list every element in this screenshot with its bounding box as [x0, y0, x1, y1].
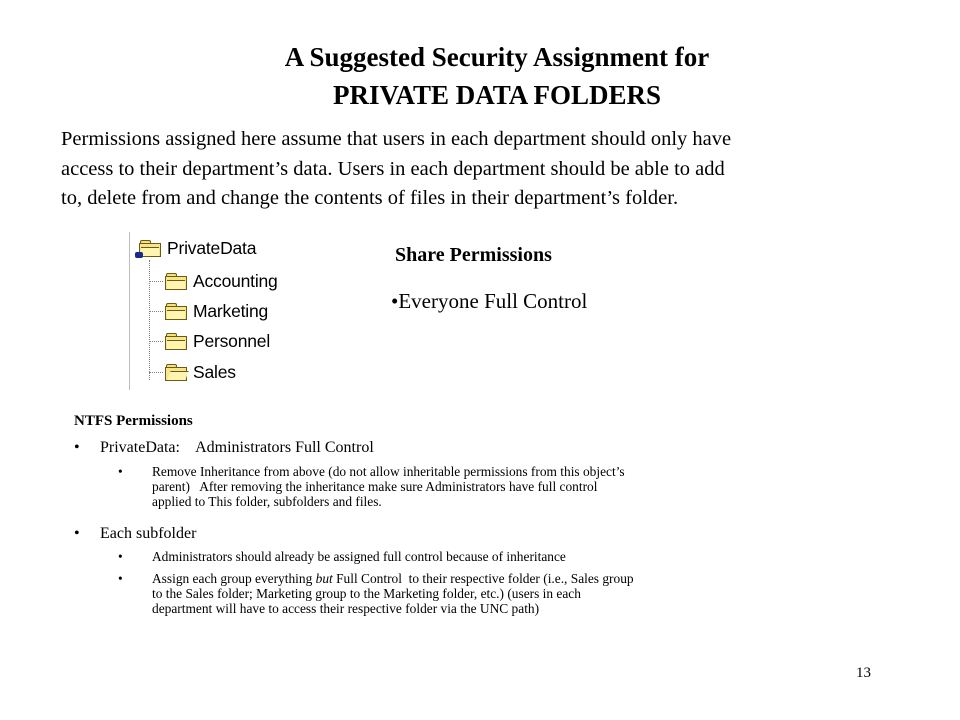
tree-node-personnel[interactable]	[165, 329, 270, 353]
subitem-line-2: parent) After removing the inheritance make sure Administrators have full control	[152, 479, 598, 494]
folder-icon	[165, 273, 187, 290]
shared-folder-icon	[139, 240, 161, 257]
subitem-line-1: Remove Inheritance from above (do not allow inheritable permissions from this object’s	[152, 464, 625, 479]
subitem-line-3: department will have to access their respective folder via the UNC path)	[152, 601, 540, 616]
intro-line-3: to, delete from and change the contents of files in their department’s folder.	[61, 187, 679, 209]
tree-node-marketing[interactable]	[165, 299, 268, 323]
intro-paragraph	[61, 125, 861, 214]
tree-node-label: Personnel	[193, 330, 271, 351]
tree-node-sales[interactable]	[165, 360, 236, 384]
slide-title	[0, 38, 960, 114]
title-line-1: A Suggested Security Assignment for	[284, 42, 710, 72]
bullet: •	[74, 439, 80, 456]
tree-connector-line	[149, 260, 150, 380]
folder-tree	[127, 232, 299, 390]
subitem-line-1: Administrators should already be assigned full control because of inheritance	[152, 549, 566, 564]
subitem-line-2: to the Sales folder; Marketing group to the Marketing folder, etc.) (users in each	[152, 586, 581, 601]
bullet: •	[74, 525, 80, 542]
subitem-line-1: Assign each group everything but Full Control to their respective folder (i.e., Sales group	[152, 571, 634, 586]
bullet: •	[118, 464, 123, 479]
tree-node-label: Sales	[193, 361, 236, 382]
ntfs-subitem-administrators	[118, 549, 818, 565]
folder-icon	[165, 333, 187, 350]
ntfs-permissions-heading: NTFS Permissions	[74, 413, 193, 429]
tree-node-privatedata[interactable]	[139, 236, 256, 260]
share-permissions-item: •Everyone Full Control	[391, 289, 588, 313]
tree-node-label: PrivateData	[167, 237, 257, 258]
page-number: 13	[856, 665, 871, 681]
ntfs-item-text: Each subfolder	[100, 525, 197, 542]
ntfs-subitem-assign-groups	[118, 571, 818, 619]
tree-panel-edge	[129, 232, 130, 390]
share-hand-icon	[135, 252, 143, 258]
title-line-2: PRIVATE DATA FOLDERS	[332, 80, 662, 110]
bullet: •	[118, 549, 123, 564]
subitem-line-3: applied to This folder, subfolders and files.	[152, 494, 382, 509]
ntfs-item-text: PrivateData: Administrators Full Control	[100, 439, 374, 456]
share-permissions-heading: Share Permissions	[395, 244, 552, 266]
intro-line-2: access to their department’s data. Users in each department should be able to add	[61, 157, 725, 180]
open-folder-icon	[165, 364, 187, 381]
emphasis-but: but	[315, 571, 333, 586]
bullet: •	[118, 571, 123, 586]
folder-icon	[165, 303, 187, 320]
tree-node-label: Accounting	[193, 270, 278, 291]
intro-line-1: Permissions assigned here assume that users in each department should only have	[61, 128, 732, 150]
tree-node-accounting[interactable]	[165, 269, 278, 293]
ntfs-subitem-remove-inheritance	[118, 464, 818, 512]
tree-node-label: Marketing	[193, 300, 269, 321]
